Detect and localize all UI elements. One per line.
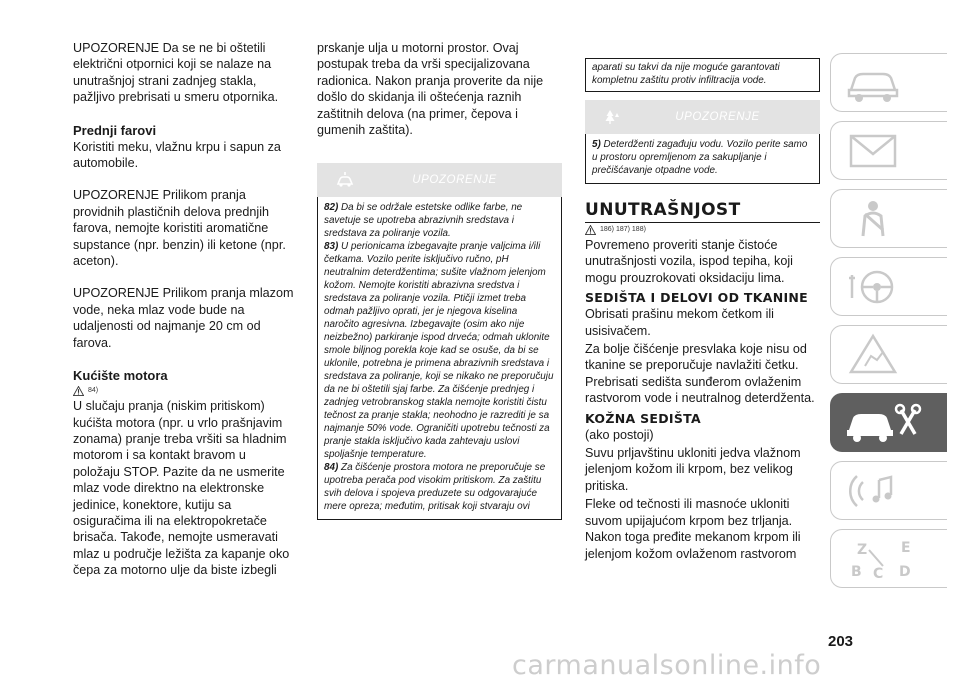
page-number: 203: [828, 633, 854, 650]
paragraph-if-equipped: (ako postoji): [585, 427, 654, 442]
interior-ref-numbers: 186) 187) 188): [600, 226, 646, 233]
interior-warning-references: [585, 225, 820, 235]
paragraph-rear-window-warning: UPOZORENJE Da se ne bi oštetili električni otpornici koji se nalaze na unutrašnjoj strani zadnjeg stakla, pažljivo prebrisati u smeru otpornika.: [73, 41, 279, 105]
heading-leather-seats: KOŽNA SEDIŠTA: [585, 410, 702, 426]
warning-82: 82) Da bi se održale estetske odlike farbe, ne savetuje se upotreba abrazivnih sredstava i sredstava za poliranje vozila.: [324, 202, 523, 240]
watermark: carmanualsonline.info: [512, 650, 822, 681]
heading-interior: UNUTRAŠNJOST: [585, 200, 820, 223]
environment-warning-title: UPOZORENJE: [675, 111, 760, 123]
engine-ref-number: 84): [88, 387, 99, 395]
warning-banner: [317, 163, 562, 197]
warning-banner-title: UPOZORENJE: [412, 174, 497, 187]
car-wrench-icon: [843, 400, 933, 446]
heading-fabric-seats: SEDIŠTA I DELOVI OD TKANINE: [585, 290, 809, 306]
paragraph-engine-washing-continued: prskanje ulja u motorni prostor. Ovaj postupak treba da vrši specijalizovana radionica. Nakon pranja proverite da nije došlo do skidanja ili oštećenja raznih zaštitnih delova (na primer, čepova i gumenih zaštita).: [317, 41, 544, 138]
index-letter-z: Z: [857, 542, 868, 558]
tab-maintenance[interactable]: [830, 393, 947, 452]
tab-multimedia[interactable]: [830, 461, 947, 520]
paragraph-headlights-plastic-warning: UPOZORENJE Prilikom pranja providnih plastičnih delova prednjih farova, nemojte koristiti aromatične supstance (npr. benzin) ili ketone (npr. aceton).: [73, 188, 286, 269]
engine-warning-reference: [73, 386, 295, 396]
warning-84: 84) Za čišćenje prostora motora ne preporučuje se upotreba perača pod visokim pritiskom. Za zaštitu svih delova i spojeva preduzete su odgovarajuće mere opreza; međutim, pritisak koji stvaraju ovi: [324, 462, 546, 513]
warning-box-continued: aparati su takvi da nije moguće garantovati kompletnu zaštitu protiv infiltracija vode.: [585, 58, 820, 92]
index-icon: [843, 536, 933, 582]
tab-index[interactable]: [830, 529, 947, 588]
index-letter-b: B: [851, 564, 862, 580]
heading-headlights: Prednji farovi: [73, 122, 157, 138]
car-icon: [843, 60, 903, 106]
seatbelt-icon: [843, 196, 903, 242]
paragraph-dry-dirt: Suvu prljavštinu ukloniti jedva vlažnom jelenjom kožom ili krpom, bez velikog pritiska.: [585, 446, 801, 493]
tab-car-overview[interactable]: [830, 53, 947, 112]
media-icon: [843, 468, 903, 514]
envelope-icon: [843, 128, 903, 174]
warning-road-icon: [843, 332, 903, 378]
column-3: [585, 58, 820, 562]
heading-engine-bay: Kućište motora: [73, 368, 168, 384]
warning-triangle-icon: [585, 225, 596, 235]
paragraph-stains: Fleke od tečnosti ili masnoće ukloniti suvom upijajućom krpom bez trljanja. Nakon toga pređite mekanom krpom ili jelenjom kožom ovlaženom rastvorom: [585, 497, 801, 561]
paragraph-headlights-water-jet-warning: UPOZORENJE Prilikom pranja mlazom vode, neka mlaz vode bude na udaljenosti od najmanje 20 cm od farova.: [73, 286, 294, 350]
warning-box-5: [585, 134, 820, 184]
index-letter-c: C: [873, 566, 884, 582]
warning-83: 83) U perionicama izbegavajte pranje valjcima i/ili četkama. Vozilo perite isključivo ručno, pH neutralnim deterdžentima; sušite vlažnom jelenjom kožom. Nemojte koristiti abrazivna sredstva i sredstava za poliranje vozila. Ptičji izmet treba odmah pažljivo oprati, jer je njegova kiselina naročito agresivna. Izbegavajte (osim ako nije neizbežno) parkiranje ispod drveća; odmah uklonite smole biljnog porekla koje kad se osuše, da bi se uklonile, potrebna je primena abrazivnih sredstava i sredstava za poliranje, koji se nikako ne preporučuju da ne bi oštetili sjaj farbe. Za čišćenje prednjeg i zadnjeg vetrobranskog stakla nemojte koristiti čistu tečnost za pranje stakla; neohodno je razrediti je sa najmanje 50% vode. Ograničiti upotrebu tečnosti za pranje stakla isključivo kada zahtevaju uslovi spoljašnje temperature.: [324, 241, 554, 461]
paragraph-dust-removal: Obrisati prašinu mekom četkom ili usisivačem.: [585, 307, 774, 338]
steering-wheel-icon: [843, 264, 903, 310]
paragraph-upholstery-cleaning: Za bolje čišćenje presvlaka koje nisu od tkanine se preporučuje navlažiti četku. Prebrisati sedišta sunđerom ovlaženim rastvorom vode i neutralnog deterdženta.: [585, 342, 815, 406]
warning-triangle-icon: [73, 386, 84, 396]
tab-emergency[interactable]: [830, 325, 947, 384]
warning-5: 5) Deterdženti zagađuju vodu. Vozilo perite samo u prostoru opremljenom za sakupljanje i prečišćavanje otpadne vode.: [592, 139, 808, 176]
warning-box-82-84: [317, 197, 562, 520]
column-1: [73, 40, 295, 579]
tab-safety[interactable]: [830, 189, 947, 248]
tab-dashboard[interactable]: [830, 121, 947, 180]
tab-starting-driving[interactable]: [830, 257, 947, 316]
paragraph-headlights-cleaning: Koristiti meku, vlažnu krpu i sapun za automobile.: [73, 139, 281, 171]
index-letter-e: E: [901, 540, 911, 556]
paragraph-interior-check: Povremeno proveriti stanje čistoće unutrašnjosti vozila, ispod tepiha, koji mogu prouzrokovati oksidaciju lima.: [585, 238, 793, 285]
environment-warning-banner: [585, 100, 820, 134]
index-letter-d: D: [899, 564, 911, 580]
paragraph-engine-washing: U slučaju pranja (niskim pritiskom) kućišta motora (npr. u vrlo prašnjavim zonama) pranje treba vršiti sa hladnim motorom i sa kontakt bravom u položaju STOP. Pazite da ne usmerite mlaz vode direktno na elektronske jedinice, konektore, kutiju sa osiguračima ili na elektropokretače brisača. Takođe, nemojte usmeravati mlaz u područje ležišta za kapanje oko čepa za motorno ulje da biste izbegli: [73, 399, 290, 578]
chapter-tabs: [830, 53, 947, 597]
column-2: [317, 40, 562, 520]
